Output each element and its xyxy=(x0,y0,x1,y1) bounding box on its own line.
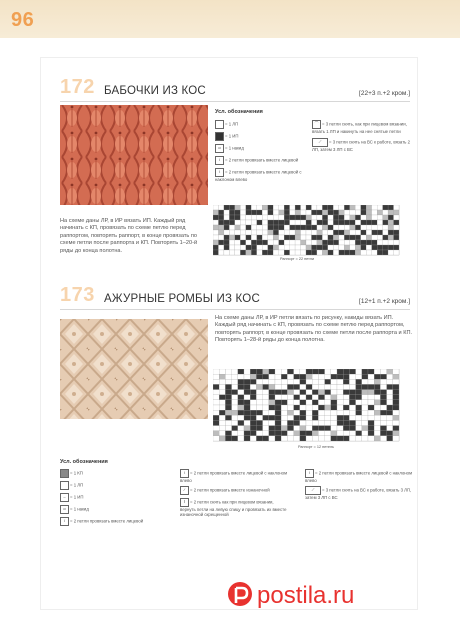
purl-stitch-icon xyxy=(215,132,224,141)
k2tog-icon: / xyxy=(60,517,69,526)
pattern-172-number: 172 xyxy=(60,76,95,98)
pattern-173-number: 173 xyxy=(60,284,95,306)
legend-item: = 1 ИП xyxy=(215,132,310,141)
legend-item: / = 2 петли провязать вместе лицевой xyxy=(215,156,310,165)
pattern-173-legend-col1 xyxy=(60,469,160,526)
legend-item: = 1 ЛП xyxy=(215,120,310,129)
page-number: 96 xyxy=(11,9,35,31)
legend-item: ⌇ = 2 петли снять как при лицевом вязании, вернуть петли на левую спицу и провязать их вместе изнаночной скрещенной xyxy=(180,499,287,518)
page-header-strip xyxy=(0,0,460,38)
pattern-172-header xyxy=(60,76,410,102)
pattern-173-legend-title: Усл. обозначения xyxy=(60,459,108,465)
p2tog-icon: ⁄ xyxy=(180,486,189,495)
legend-item: o = 1 накид xyxy=(215,144,310,153)
ssk-icon: \ xyxy=(305,469,314,478)
pattern-172-legend-left xyxy=(215,120,310,182)
cable-cross-icon: ⟋ xyxy=(305,486,321,495)
pattern-173-description: На схеме даны ЛР, в ИР петли вязать по рисунку, накиды вязать ИП. Каждый ряд начинать с КП, провязать по схеме петлю перед раппортом, повторять раппорт, в конце провязать по схеме петли после раппорта и КП. Повторять 1–28-й ряды до конца полотна. xyxy=(215,315,413,344)
yarn-over-icon: o xyxy=(60,505,69,514)
pattern-173-stitch-count: [12+1 п.+2 кром.] xyxy=(359,298,410,305)
pattern-173-chart xyxy=(213,369,413,453)
purl-stitch-icon: – xyxy=(60,493,69,502)
book-page xyxy=(40,57,418,610)
legend-item: / = 2 петли провязать вместе лицевой xyxy=(60,517,160,526)
pattern-172-legend-title: Усл. обозначения xyxy=(215,109,263,115)
legend-item: \ = 2 петли провязать вместе лицевой с наклоном влево xyxy=(180,470,288,483)
pattern-172-stitch-count: [22+3 п.+2 кром.] xyxy=(359,90,410,97)
legend-item: = 1 КП xyxy=(60,469,160,478)
edge-stitch-icon xyxy=(60,469,69,478)
postila-watermark xyxy=(0,575,460,613)
legend-item: \ = 2 петли провязать вместе лицевой с наклоном влево xyxy=(215,169,302,182)
pattern-172-chart-grid xyxy=(213,205,413,263)
legend-item: \ = 2 петли провязать вместе лицевой с наклоном влево xyxy=(305,470,413,483)
pattern-172-description: На схеме даны ЛР, в ИР вязать ИП. Каждый ряд начинать с КП, провязать по схеме петлю перед раппортом, повторять раппорт, в конце провязать по схеме петли после раппорта и КП. Повторять 1–20-й ряды до конца полотна. xyxy=(60,218,198,254)
svg-text:postila.ru: postila.ru xyxy=(257,582,355,609)
pattern-172-rapport-label: Раппорт = 22 петли xyxy=(280,257,315,261)
cable-cross-icon: ⟋ xyxy=(312,138,328,147)
ssk-icon: \ xyxy=(180,469,189,478)
pattern-172-legend-right xyxy=(312,120,412,152)
pattern-173-chart-grid xyxy=(213,369,413,449)
pattern-173-legend-col3 xyxy=(305,469,413,500)
yarn-over-icon: o xyxy=(215,144,224,153)
legend-item: ⌒ = 3 петли снять, как при лицевом вязании, вязать 1 ЛП и накинуть на нее снятые петли xyxy=(312,121,407,134)
pattern-172-photo xyxy=(60,105,208,205)
pattern-173-photo xyxy=(60,319,208,419)
cluster-stitch-icon: ⌒ xyxy=(312,120,321,129)
legend-item: = 1 ЛП xyxy=(60,481,160,490)
legend-item: o = 1 накид xyxy=(60,505,160,514)
legend-item: ⟋ = 3 петли снять на ВС к работе, вязать 3 ЛП, затем 3 ЛП с ВС xyxy=(305,487,412,501)
ssk-icon: \ xyxy=(215,168,224,177)
k2tog-icon: / xyxy=(215,156,224,165)
pattern-172-title: БАБОЧКИ ИЗ КОС xyxy=(104,85,206,97)
knit-stitch-icon xyxy=(60,481,69,490)
pattern-173-rapport-label: Раппорт = 12 петель xyxy=(298,445,335,449)
knit-stitch-icon xyxy=(215,120,224,129)
pattern-173-header xyxy=(60,284,410,310)
legend-item: – = 1 ИП xyxy=(60,493,160,502)
legend-item: ⟋ = 3 петли снять на ВС к работе, вязать 2 ЛП, затем 3 ЛП с ВС xyxy=(312,139,410,153)
pattern-173-title: АЖУРНЫЕ РОМБЫ ИЗ КОС xyxy=(104,293,260,305)
p2tog-tbl-icon: ⌇ xyxy=(180,498,189,507)
pattern-173-legend-col2 xyxy=(180,469,290,518)
legend-item: ⁄ = 2 петли провязать вместе изнаночной xyxy=(180,486,290,495)
